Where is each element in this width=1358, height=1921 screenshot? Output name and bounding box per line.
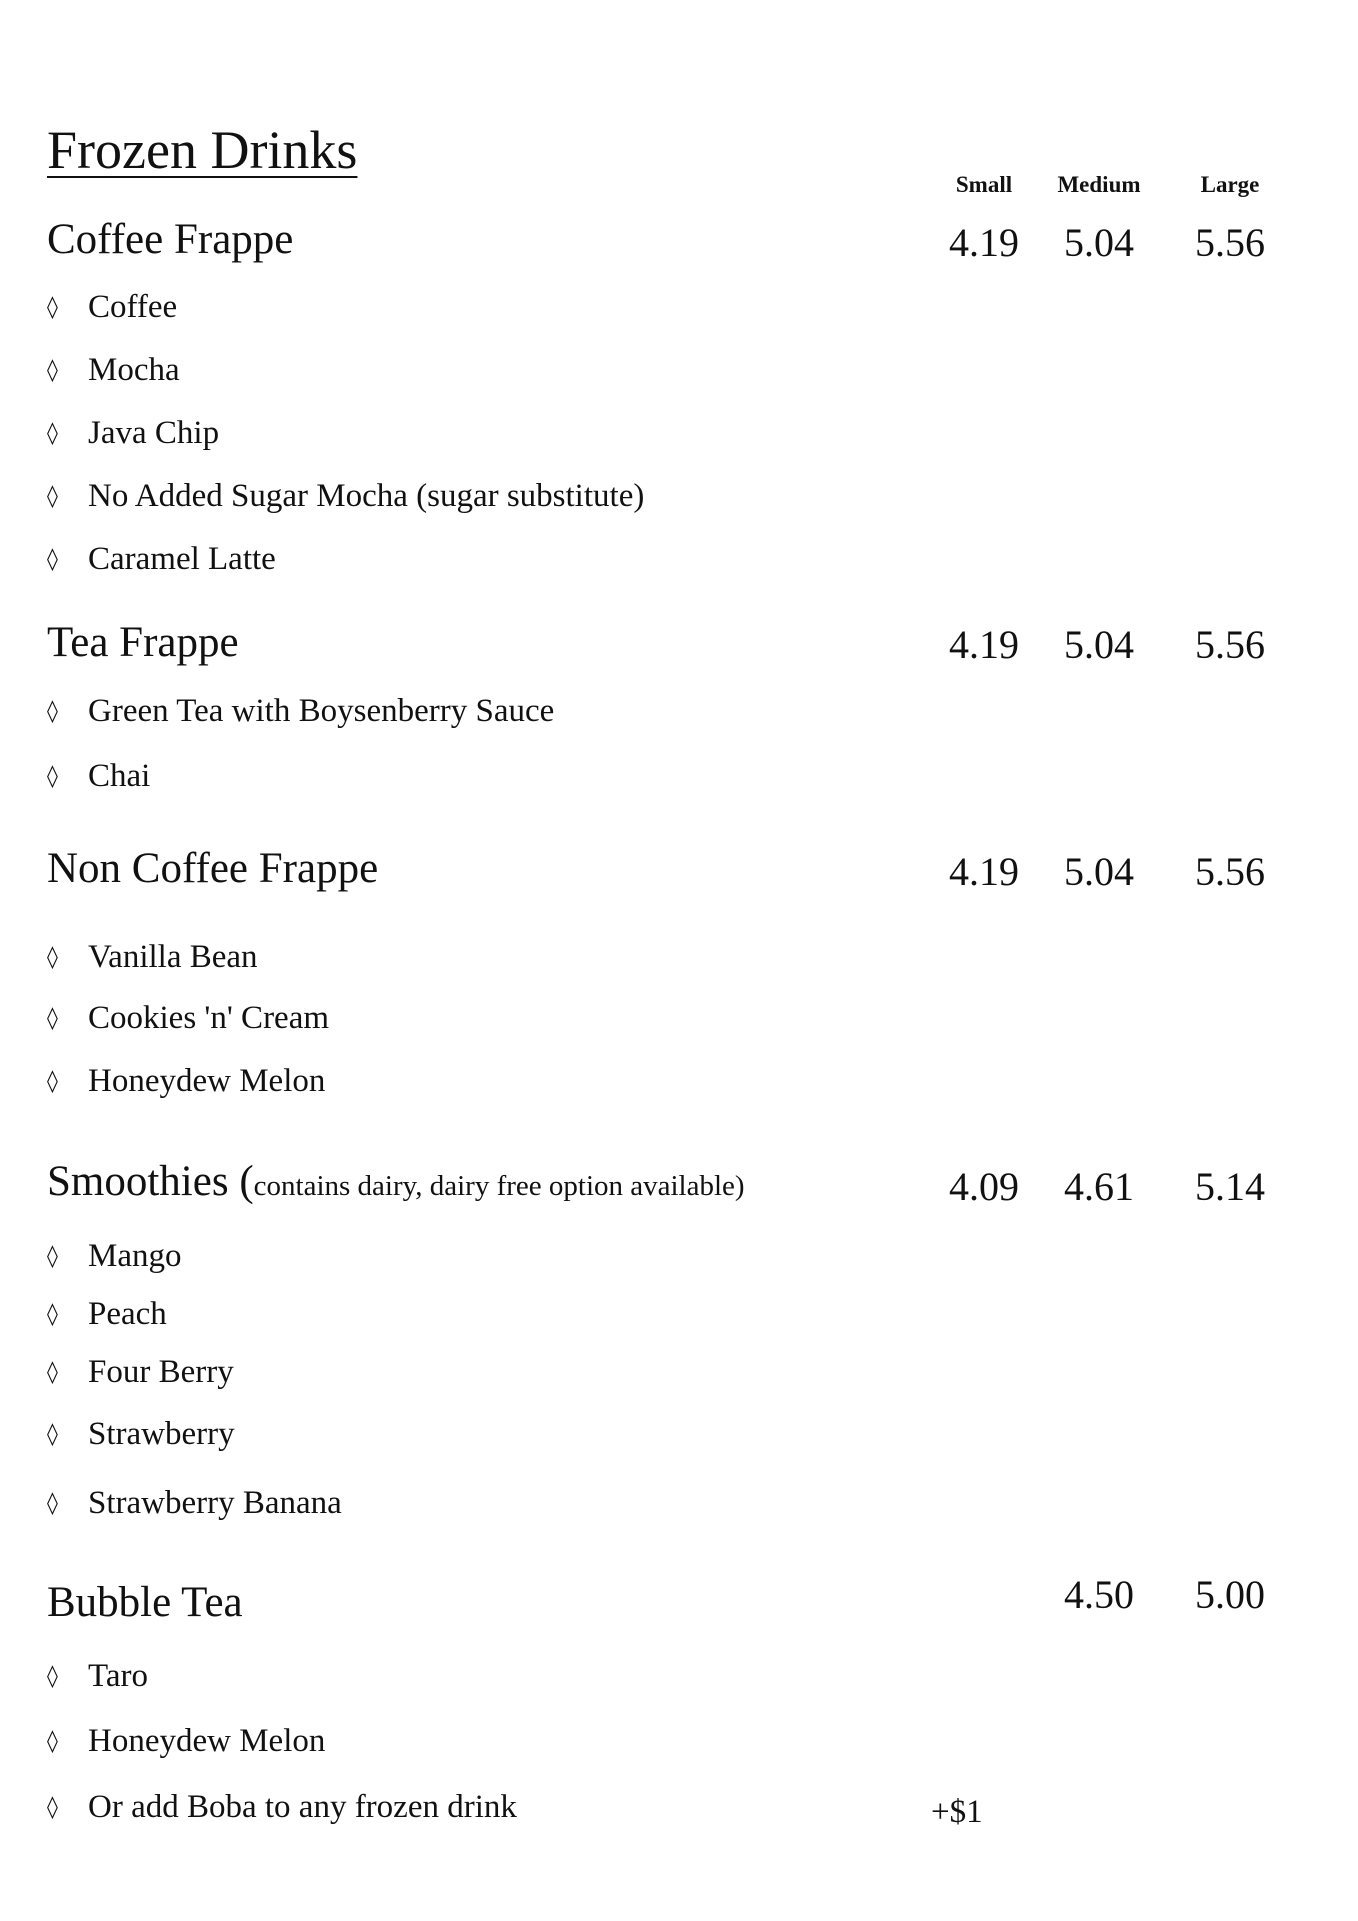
item-label: Peach (88, 1296, 167, 1332)
bullet-icon: ◊ (47, 1795, 58, 1820)
section-title-smoothies (47, 1156, 745, 1212)
bullet-icon: ◊ (47, 945, 58, 970)
item-label: Honeydew Melon (88, 1063, 326, 1099)
section-title-coffee-frappe: Coffee Frappe (47, 216, 294, 263)
bullet-icon: ◊ (47, 295, 58, 320)
bullet-icon: ◊ (47, 764, 58, 789)
list-item (47, 691, 554, 732)
bullet-icon: ◊ (47, 1729, 58, 1754)
bullet-icon: ◊ (47, 1422, 58, 1447)
list-item (47, 937, 258, 978)
bullet-icon: ◊ (47, 358, 58, 383)
list-item (47, 350, 180, 391)
list-item (47, 539, 276, 580)
bullet-icon: ◊ (47, 1069, 58, 1094)
bullet-icon: ◊ (47, 1491, 58, 1516)
list-item (47, 1787, 517, 1828)
list-item (47, 1294, 167, 1335)
section-title-tea-frappe: Tea Frappe (47, 619, 239, 666)
item-label: Mango (88, 1238, 182, 1274)
size-header-large: Large (1200, 172, 1260, 197)
item-label: Vanilla Bean (88, 939, 258, 975)
price-large: 5.14 (1195, 1164, 1265, 1209)
price-medium: 4.61 (1064, 1164, 1134, 1209)
item-label: Taro (88, 1658, 148, 1694)
price-small: 4.19 (949, 622, 1019, 667)
item-label: Strawberry Banana (88, 1485, 342, 1521)
price-large: 5.56 (1195, 849, 1265, 894)
item-label: Honeydew Melon (88, 1723, 326, 1759)
bullet-icon: ◊ (47, 1244, 58, 1269)
list-item (47, 1414, 235, 1455)
price-small: 4.19 (949, 220, 1019, 265)
bullet-icon: ◊ (47, 1664, 58, 1689)
price-large: 5.56 (1195, 622, 1265, 667)
item-label: Green Tea with Boysenberry Sauce (88, 693, 555, 729)
list-item (47, 413, 219, 454)
section-title-bubble-tea: Bubble Tea (47, 1579, 243, 1626)
list-item (47, 1721, 325, 1762)
bullet-icon: ◊ (47, 1302, 58, 1327)
section-title-non-coffee-frappe: Non Coffee Frappe (47, 845, 379, 892)
list-item (47, 1656, 148, 1697)
boba-addon-price: +$1 (931, 1794, 983, 1830)
list-item (47, 756, 150, 797)
price-small: 4.09 (949, 1164, 1019, 1209)
section-name: Smoothies ( (47, 1158, 254, 1205)
bullet-icon: ◊ (47, 1006, 58, 1031)
price-medium: 5.04 (1064, 849, 1134, 894)
section-note: contains dairy, dairy free option available) (253, 1170, 745, 1202)
size-header-medium: Medium (1057, 172, 1141, 197)
item-label: Chai (88, 758, 151, 794)
item-label: Java Chip (88, 415, 220, 451)
item-label: Strawberry (88, 1416, 235, 1452)
size-header-small: Small (955, 172, 1013, 197)
item-label: Four Berry (88, 1354, 234, 1390)
list-item (47, 1061, 325, 1102)
bullet-icon: ◊ (47, 1360, 58, 1385)
bullet-icon: ◊ (47, 699, 58, 724)
list-item (47, 287, 177, 328)
bullet-icon: ◊ (47, 484, 58, 509)
price-small: 4.19 (949, 849, 1019, 894)
price-large: 5.00 (1195, 1572, 1265, 1617)
list-item (47, 1483, 342, 1524)
price-large: 5.56 (1195, 220, 1265, 265)
item-label: Cookies 'n' Cream (88, 1000, 330, 1036)
price-medium: 5.04 (1064, 220, 1134, 265)
list-item (47, 1352, 234, 1393)
list-item (47, 1236, 182, 1277)
price-medium: 4.50 (1064, 1572, 1134, 1617)
item-label: Or add Boba to any frozen drink (88, 1789, 517, 1825)
list-item (47, 998, 329, 1039)
item-label: Coffee (88, 289, 178, 325)
list-item (47, 476, 644, 517)
item-label: Mocha (88, 352, 180, 388)
price-medium: 5.04 (1064, 622, 1134, 667)
bullet-icon: ◊ (47, 547, 58, 572)
item-label: No Added Sugar Mocha (sugar substitute) (88, 478, 645, 514)
bullet-icon: ◊ (47, 421, 58, 446)
item-label: Caramel Latte (88, 541, 276, 577)
page-title: Frozen Drinks (47, 120, 358, 180)
